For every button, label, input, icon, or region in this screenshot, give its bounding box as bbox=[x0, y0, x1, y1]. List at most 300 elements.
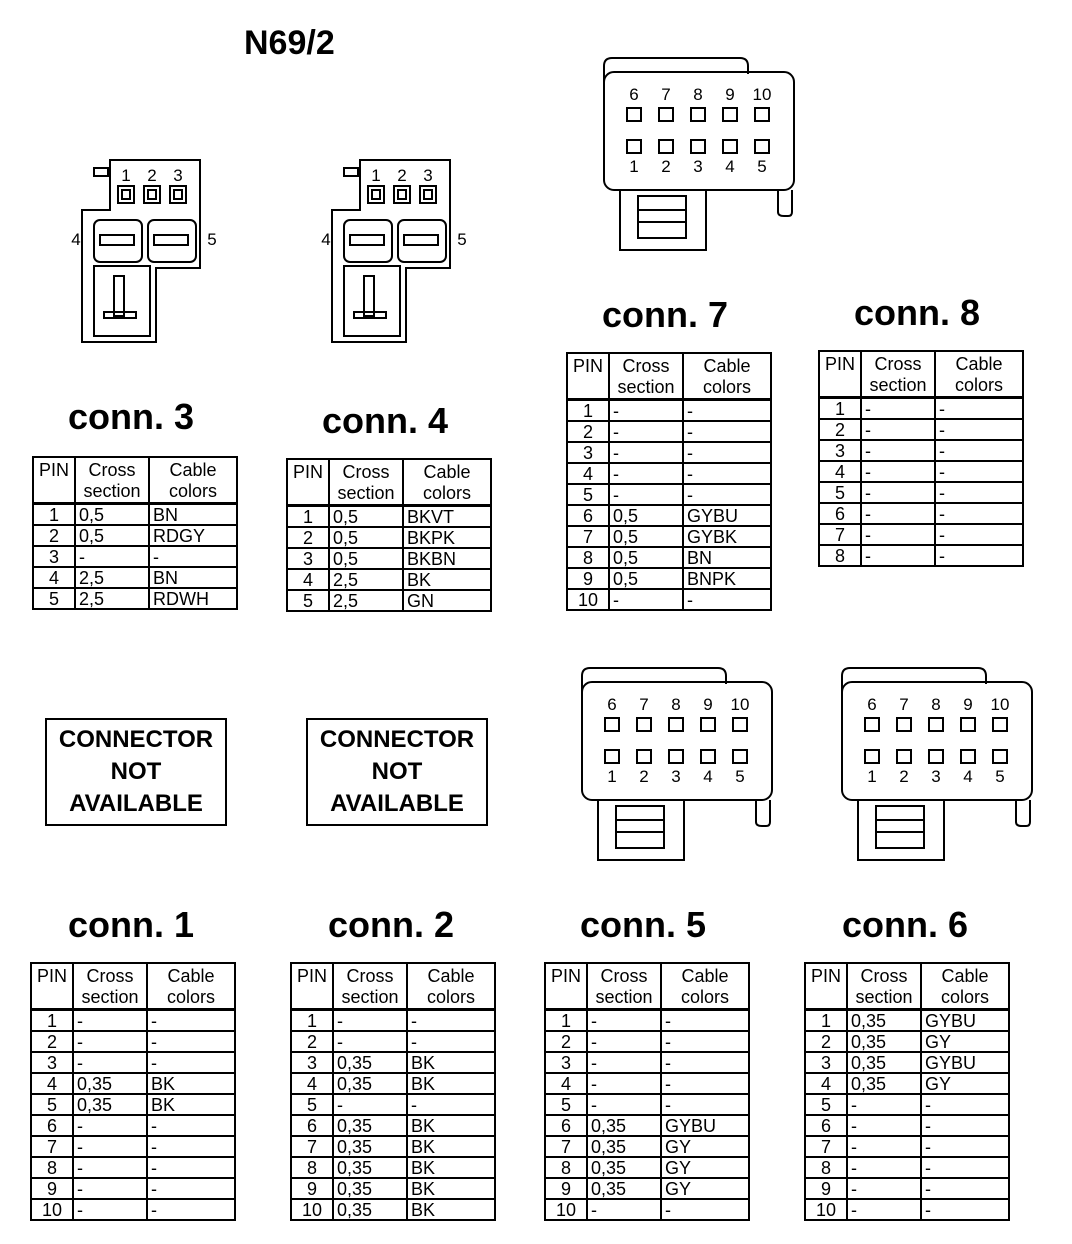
table-row bbox=[291, 1094, 495, 1115]
table-row bbox=[567, 526, 771, 547]
pin-cell: 6 bbox=[291, 1115, 333, 1136]
cross-section-cell: - bbox=[847, 1199, 921, 1220]
pin-cell: 3 bbox=[805, 1052, 847, 1073]
conn-5-connector-drawing bbox=[578, 666, 778, 866]
pin-cell: 9 bbox=[291, 1178, 333, 1199]
cross-section-cell: - bbox=[73, 1010, 147, 1032]
pin-9-label: 9 bbox=[963, 695, 973, 714]
cross-section-header: Cross section bbox=[861, 351, 935, 398]
cross-section-cell: - bbox=[847, 1157, 921, 1178]
cross-section-cell: 0,35 bbox=[847, 1010, 921, 1032]
pin-cell: 9 bbox=[31, 1178, 73, 1199]
cable-color-cell: - bbox=[935, 461, 1023, 482]
pin-10-socket bbox=[993, 718, 1007, 731]
pin-8-label: 8 bbox=[693, 85, 703, 104]
table-row bbox=[819, 503, 1023, 524]
pin-4-label: 4 bbox=[963, 767, 973, 786]
pin-cell: 5 bbox=[33, 588, 75, 609]
pin-cell: 5 bbox=[819, 482, 861, 503]
cable-color-cell: - bbox=[661, 1073, 749, 1094]
pin-cell: 5 bbox=[287, 590, 329, 611]
cross-section-header: Cross section bbox=[587, 963, 661, 1010]
pin-header: PIN bbox=[31, 963, 73, 1010]
conn-7-title: conn. 7 bbox=[602, 294, 729, 335]
cable-color-cell: - bbox=[921, 1094, 1009, 1115]
cross-section-cell: - bbox=[609, 589, 683, 610]
pin-2-label: 2 bbox=[639, 767, 649, 786]
pin-3-socket bbox=[691, 140, 705, 153]
pin-2-socket bbox=[144, 186, 160, 203]
pin-cell: 7 bbox=[31, 1136, 73, 1157]
pin-cell: 2 bbox=[33, 525, 75, 546]
pin-5-socket bbox=[755, 140, 769, 153]
table-row bbox=[33, 588, 237, 609]
cross-section-cell: - bbox=[587, 1010, 661, 1032]
pin-10-label: 10 bbox=[730, 695, 750, 714]
pin-cell: 10 bbox=[567, 589, 609, 610]
pin-5-socket bbox=[733, 750, 747, 763]
pin-1-socket-inner bbox=[122, 190, 130, 199]
pin-header: PIN bbox=[545, 963, 587, 1010]
cross-section-cell: - bbox=[609, 484, 683, 505]
cable-color-cell: - bbox=[147, 1199, 235, 1220]
conn-7-pin-table bbox=[566, 352, 772, 611]
pin-cell: 6 bbox=[567, 505, 609, 526]
pin-3-label: 3 bbox=[173, 166, 183, 185]
cross-section-cell: 0,35 bbox=[587, 1178, 661, 1199]
connector-stem bbox=[620, 190, 706, 250]
cross-section-cell: 0,5 bbox=[329, 506, 403, 528]
cross-section-cell: 0,35 bbox=[587, 1157, 661, 1178]
cable-colors-header: Cable colors bbox=[149, 457, 237, 504]
table-row bbox=[567, 547, 771, 568]
cable-color-cell: BK bbox=[147, 1073, 235, 1094]
cross-section-cell: 0,5 bbox=[75, 504, 149, 526]
pin-7-label: 7 bbox=[639, 695, 649, 714]
table-header-row bbox=[33, 457, 237, 504]
pin-5-label: 5 bbox=[735, 767, 745, 786]
cross-section-cell: 0,5 bbox=[329, 527, 403, 548]
pin-4-label: 4 bbox=[725, 157, 735, 176]
cable-color-cell: - bbox=[935, 482, 1023, 503]
pin-2-socket bbox=[394, 186, 410, 203]
table-row bbox=[805, 1052, 1009, 1073]
pin-7-socket bbox=[637, 718, 651, 731]
pin-2-label: 2 bbox=[661, 157, 671, 176]
table-row bbox=[545, 1031, 749, 1052]
cross-section-cell: - bbox=[861, 482, 935, 503]
pin-cell: 6 bbox=[819, 503, 861, 524]
cable-color-cell: BK bbox=[407, 1178, 495, 1199]
pin-1-label: 1 bbox=[629, 157, 639, 176]
pin-cell: 6 bbox=[545, 1115, 587, 1136]
pin-cell: 1 bbox=[287, 506, 329, 528]
pin-7-socket bbox=[897, 718, 911, 731]
cross-section-cell: 0,35 bbox=[847, 1031, 921, 1052]
pin-6-label: 6 bbox=[629, 85, 639, 104]
pin-8-label: 8 bbox=[671, 695, 681, 714]
pin-cell: 4 bbox=[805, 1073, 847, 1094]
cable-color-cell: - bbox=[683, 442, 771, 463]
latch-tab bbox=[94, 168, 108, 176]
cable-color-cell: GY bbox=[921, 1073, 1009, 1094]
table-row bbox=[567, 463, 771, 484]
pin-3-socket bbox=[420, 186, 436, 203]
cross-section-cell: - bbox=[73, 1115, 147, 1136]
pin-2-socket-inner bbox=[398, 190, 406, 199]
conn-3-title: conn. 3 bbox=[68, 396, 195, 437]
cable-color-cell: BK bbox=[407, 1136, 495, 1157]
pin-3-socket bbox=[669, 750, 683, 763]
cross-section-cell: 0,35 bbox=[847, 1052, 921, 1073]
table-row bbox=[31, 1094, 235, 1115]
cross-section-cell: - bbox=[861, 524, 935, 545]
not-available-line1: CONNECTOR bbox=[58, 726, 214, 753]
pin-cell: 6 bbox=[805, 1115, 847, 1136]
table-row bbox=[805, 1115, 1009, 1136]
pin-7-socket bbox=[659, 108, 673, 121]
pin-cell: 7 bbox=[819, 524, 861, 545]
cross-section-cell: - bbox=[73, 1178, 147, 1199]
cable-color-cell: - bbox=[921, 1136, 1009, 1157]
pin-9-socket bbox=[723, 108, 737, 121]
cable-color-cell: BKPK bbox=[403, 527, 491, 548]
pin-cell: 8 bbox=[545, 1157, 587, 1178]
cable-color-cell: GYBU bbox=[683, 505, 771, 526]
pin-6-socket bbox=[865, 718, 879, 731]
table-row bbox=[31, 1178, 235, 1199]
pin-5-label: 5 bbox=[457, 230, 467, 249]
cross-section-cell: 0,5 bbox=[329, 548, 403, 569]
conn-2-title: conn. 2 bbox=[328, 904, 455, 945]
table-row bbox=[31, 1199, 235, 1220]
cable-color-cell: - bbox=[683, 484, 771, 505]
not-available-line1: CONNECTOR bbox=[319, 726, 475, 753]
pin-5-label: 5 bbox=[995, 767, 1005, 786]
cross-section-cell: - bbox=[609, 442, 683, 463]
cross-section-cell: 0,35 bbox=[333, 1073, 407, 1094]
cross-section-cell: - bbox=[609, 421, 683, 442]
connector-stem bbox=[858, 800, 944, 860]
table-row bbox=[805, 1073, 1009, 1094]
table-row bbox=[805, 1031, 1009, 1052]
pin-3-label: 3 bbox=[671, 767, 681, 786]
table-row bbox=[567, 589, 771, 610]
pin-cell: 4 bbox=[33, 567, 75, 588]
pin-cell: 2 bbox=[291, 1031, 333, 1052]
cross-section-cell: - bbox=[587, 1199, 661, 1220]
key-stem bbox=[364, 276, 374, 316]
cable-color-cell: - bbox=[147, 1115, 235, 1136]
cable-color-cell: GYBK bbox=[683, 526, 771, 547]
pin-cell: 7 bbox=[567, 526, 609, 547]
pin-5-blade bbox=[404, 235, 438, 245]
table-header-row bbox=[287, 459, 491, 506]
cross-section-cell: - bbox=[861, 461, 935, 482]
table-row bbox=[819, 524, 1023, 545]
cross-section-cell: 2,5 bbox=[75, 588, 149, 609]
pin-1-label: 1 bbox=[371, 166, 381, 185]
not-available-line2: NOT bbox=[371, 758, 423, 785]
table-row bbox=[545, 1073, 749, 1094]
pin-2-socket bbox=[659, 140, 673, 153]
pin-cell: 3 bbox=[31, 1052, 73, 1073]
conn-5-title: conn. 5 bbox=[580, 904, 707, 945]
cross-section-header: Cross section bbox=[329, 459, 403, 506]
pin-cell: 5 bbox=[545, 1094, 587, 1115]
cable-colors-header: Cable colors bbox=[683, 353, 771, 400]
cable-color-cell: - bbox=[147, 1052, 235, 1073]
conn-8-title: conn. 8 bbox=[854, 292, 981, 333]
cable-color-cell: - bbox=[683, 463, 771, 484]
table-row bbox=[805, 1157, 1009, 1178]
cross-section-cell: 0,35 bbox=[587, 1115, 661, 1136]
pin-6-label: 6 bbox=[867, 695, 877, 714]
cable-color-cell: - bbox=[661, 1031, 749, 1052]
pin-cell: 2 bbox=[545, 1031, 587, 1052]
conn-8-pin-table bbox=[818, 350, 1024, 567]
cross-section-cell: - bbox=[587, 1073, 661, 1094]
table-row bbox=[287, 569, 491, 590]
pin-cell: 3 bbox=[291, 1052, 333, 1073]
pin-3-label: 3 bbox=[931, 767, 941, 786]
table-row bbox=[819, 482, 1023, 503]
connector-clip bbox=[778, 190, 792, 216]
cable-color-cell: BN bbox=[149, 567, 237, 588]
cross-section-header: Cross section bbox=[73, 963, 147, 1010]
cable-color-cell: - bbox=[921, 1115, 1009, 1136]
cable-color-cell: - bbox=[147, 1010, 235, 1032]
cross-section-cell: - bbox=[861, 503, 935, 524]
pin-cell: 3 bbox=[567, 442, 609, 463]
table-row bbox=[819, 545, 1023, 566]
pin-7-label: 7 bbox=[899, 695, 909, 714]
pin-header: PIN bbox=[819, 351, 861, 398]
pin-cell: 8 bbox=[291, 1157, 333, 1178]
conn-4-pin-table bbox=[286, 458, 492, 612]
table-row bbox=[291, 1115, 495, 1136]
pin-1-socket bbox=[605, 750, 619, 763]
pin-cell: 2 bbox=[819, 419, 861, 440]
table-row bbox=[287, 506, 491, 528]
cable-color-cell: BNPK bbox=[683, 568, 771, 589]
pin-cell: 10 bbox=[805, 1199, 847, 1220]
pin-cell: 7 bbox=[805, 1136, 847, 1157]
pin-header: PIN bbox=[33, 457, 75, 504]
not-available-line3: AVAILABLE bbox=[69, 790, 203, 817]
pin-5-blade bbox=[154, 235, 188, 245]
pin-1-socket bbox=[368, 186, 384, 203]
cross-section-cell: - bbox=[75, 546, 149, 567]
table-row bbox=[819, 461, 1023, 482]
pin-5-socket bbox=[993, 750, 1007, 763]
pin-4-label: 4 bbox=[321, 230, 331, 249]
pin-2-label: 2 bbox=[899, 767, 909, 786]
table-header-row bbox=[545, 963, 749, 1010]
table-row bbox=[31, 1052, 235, 1073]
cable-color-cell: - bbox=[147, 1031, 235, 1052]
cable-color-cell: - bbox=[935, 440, 1023, 461]
table-row bbox=[805, 1094, 1009, 1115]
pin-2-label: 2 bbox=[397, 166, 407, 185]
cable-color-cell: - bbox=[921, 1178, 1009, 1199]
cross-section-cell: - bbox=[333, 1010, 407, 1032]
pin-1-label: 1 bbox=[867, 767, 877, 786]
cable-color-cell: BK bbox=[147, 1094, 235, 1115]
table-header-row bbox=[567, 353, 771, 400]
pin-header: PIN bbox=[567, 353, 609, 400]
table-row bbox=[291, 1199, 495, 1220]
cross-section-cell: - bbox=[73, 1199, 147, 1220]
cross-section-header: Cross section bbox=[847, 963, 921, 1010]
conn-3-connector-drawing bbox=[60, 150, 230, 350]
not-available-line3: AVAILABLE bbox=[330, 790, 464, 817]
cross-section-cell: - bbox=[861, 545, 935, 566]
cable-color-cell: GY bbox=[661, 1157, 749, 1178]
conn-7-connector-drawing bbox=[600, 56, 800, 256]
table-row bbox=[567, 568, 771, 589]
conn-3-pin-table bbox=[32, 456, 238, 610]
conn-1-pin-table bbox=[30, 962, 236, 1221]
cable-colors-header: Cable colors bbox=[921, 963, 1009, 1010]
pin-cell: 6 bbox=[31, 1115, 73, 1136]
pin-8-socket bbox=[929, 718, 943, 731]
cable-color-cell: RDGY bbox=[149, 525, 237, 546]
pin-1-label: 1 bbox=[607, 767, 617, 786]
pin-2-socket-inner bbox=[148, 190, 156, 199]
cable-color-cell: BKBN bbox=[403, 548, 491, 569]
pin-cell: 4 bbox=[291, 1073, 333, 1094]
cross-section-cell: - bbox=[587, 1052, 661, 1073]
table-row bbox=[33, 567, 237, 588]
pin-cell: 7 bbox=[291, 1136, 333, 1157]
pin-1-socket bbox=[627, 140, 641, 153]
pin-cell: 1 bbox=[33, 504, 75, 526]
table-row bbox=[31, 1073, 235, 1094]
cable-color-cell: - bbox=[661, 1094, 749, 1115]
pin-cell: 3 bbox=[33, 546, 75, 567]
cable-color-cell: GY bbox=[661, 1178, 749, 1199]
table-header-row bbox=[819, 351, 1023, 398]
table-row bbox=[33, 504, 237, 526]
table-row bbox=[567, 505, 771, 526]
pin-3-label: 3 bbox=[693, 157, 703, 176]
pin-8-label: 8 bbox=[931, 695, 941, 714]
pin-header: PIN bbox=[805, 963, 847, 1010]
table-row bbox=[805, 1178, 1009, 1199]
table-row bbox=[31, 1010, 235, 1032]
table-header-row bbox=[291, 963, 495, 1010]
pin-9-socket bbox=[701, 718, 715, 731]
cross-section-cell: 0,5 bbox=[609, 505, 683, 526]
pin-cell: 2 bbox=[567, 421, 609, 442]
cable-colors-header: Cable colors bbox=[147, 963, 235, 1010]
table-row bbox=[545, 1094, 749, 1115]
table-row bbox=[805, 1010, 1009, 1032]
pin-1-socket bbox=[865, 750, 879, 763]
cable-color-cell: GYBU bbox=[661, 1115, 749, 1136]
cable-color-cell: BK bbox=[403, 569, 491, 590]
pin-1-socket-inner bbox=[372, 190, 380, 199]
connector-stem bbox=[598, 800, 684, 860]
pin-cell: 10 bbox=[545, 1199, 587, 1220]
cross-section-cell: 0,5 bbox=[609, 568, 683, 589]
table-row bbox=[33, 525, 237, 546]
table-row bbox=[805, 1199, 1009, 1220]
pin-5-label: 5 bbox=[757, 157, 767, 176]
table-row bbox=[545, 1136, 749, 1157]
pin-cell: 1 bbox=[567, 400, 609, 422]
pin-cell: 4 bbox=[545, 1073, 587, 1094]
table-row bbox=[545, 1010, 749, 1032]
not-available-line2: NOT bbox=[110, 758, 162, 785]
conn-1-not-available-box bbox=[45, 718, 227, 826]
cross-section-cell: 0,5 bbox=[609, 526, 683, 547]
pin-3-socket bbox=[929, 750, 943, 763]
cross-section-cell: 0,35 bbox=[333, 1115, 407, 1136]
conn-1-title: conn. 1 bbox=[68, 904, 195, 945]
cross-section-cell: 2,5 bbox=[329, 590, 403, 611]
cable-color-cell: - bbox=[407, 1031, 495, 1052]
pin-cell: 3 bbox=[287, 548, 329, 569]
conn-2-not-available-box bbox=[306, 718, 488, 826]
pin-6-label: 6 bbox=[607, 695, 617, 714]
cross-section-cell: - bbox=[73, 1157, 147, 1178]
pin-cell: 1 bbox=[291, 1010, 333, 1032]
cable-colors-header: Cable colors bbox=[407, 963, 495, 1010]
pin-3-socket-inner bbox=[424, 190, 432, 199]
table-row bbox=[291, 1052, 495, 1073]
pin-3-label: 3 bbox=[423, 166, 433, 185]
cable-color-cell: - bbox=[683, 421, 771, 442]
table-row bbox=[545, 1052, 749, 1073]
cross-section-cell: 2,5 bbox=[75, 567, 149, 588]
cable-color-cell: - bbox=[683, 400, 771, 422]
pin-10-label: 10 bbox=[990, 695, 1010, 714]
pin-cell: 10 bbox=[291, 1199, 333, 1220]
conn-2-pin-table bbox=[290, 962, 496, 1221]
table-row bbox=[291, 1136, 495, 1157]
cross-section-cell: 0,35 bbox=[333, 1199, 407, 1220]
table-row bbox=[805, 1136, 1009, 1157]
pin-header: PIN bbox=[287, 459, 329, 506]
cross-section-cell: - bbox=[861, 419, 935, 440]
table-row bbox=[567, 484, 771, 505]
pin-cell: 5 bbox=[567, 484, 609, 505]
pin-9-label: 9 bbox=[703, 695, 713, 714]
cross-section-cell: - bbox=[333, 1094, 407, 1115]
pin-cell: 1 bbox=[819, 398, 861, 420]
conn-6-connector-drawing bbox=[838, 666, 1038, 866]
table-row bbox=[567, 442, 771, 463]
pin-cell: 4 bbox=[287, 569, 329, 590]
cable-color-cell: BN bbox=[149, 504, 237, 526]
cable-color-cell: - bbox=[407, 1010, 495, 1032]
pin-6-socket bbox=[627, 108, 641, 121]
pin-4-socket bbox=[723, 140, 737, 153]
pin-2-label: 2 bbox=[147, 166, 157, 185]
table-row bbox=[287, 548, 491, 569]
table-row bbox=[545, 1199, 749, 1220]
pin-cell: 7 bbox=[545, 1136, 587, 1157]
table-row bbox=[567, 421, 771, 442]
pin-3-socket-inner bbox=[174, 190, 182, 199]
cable-color-cell: - bbox=[407, 1094, 495, 1115]
key-stem bbox=[114, 276, 124, 316]
pin-5-label: 5 bbox=[207, 230, 217, 249]
cable-colors-header: Cable colors bbox=[661, 963, 749, 1010]
cross-section-cell: - bbox=[73, 1031, 147, 1052]
